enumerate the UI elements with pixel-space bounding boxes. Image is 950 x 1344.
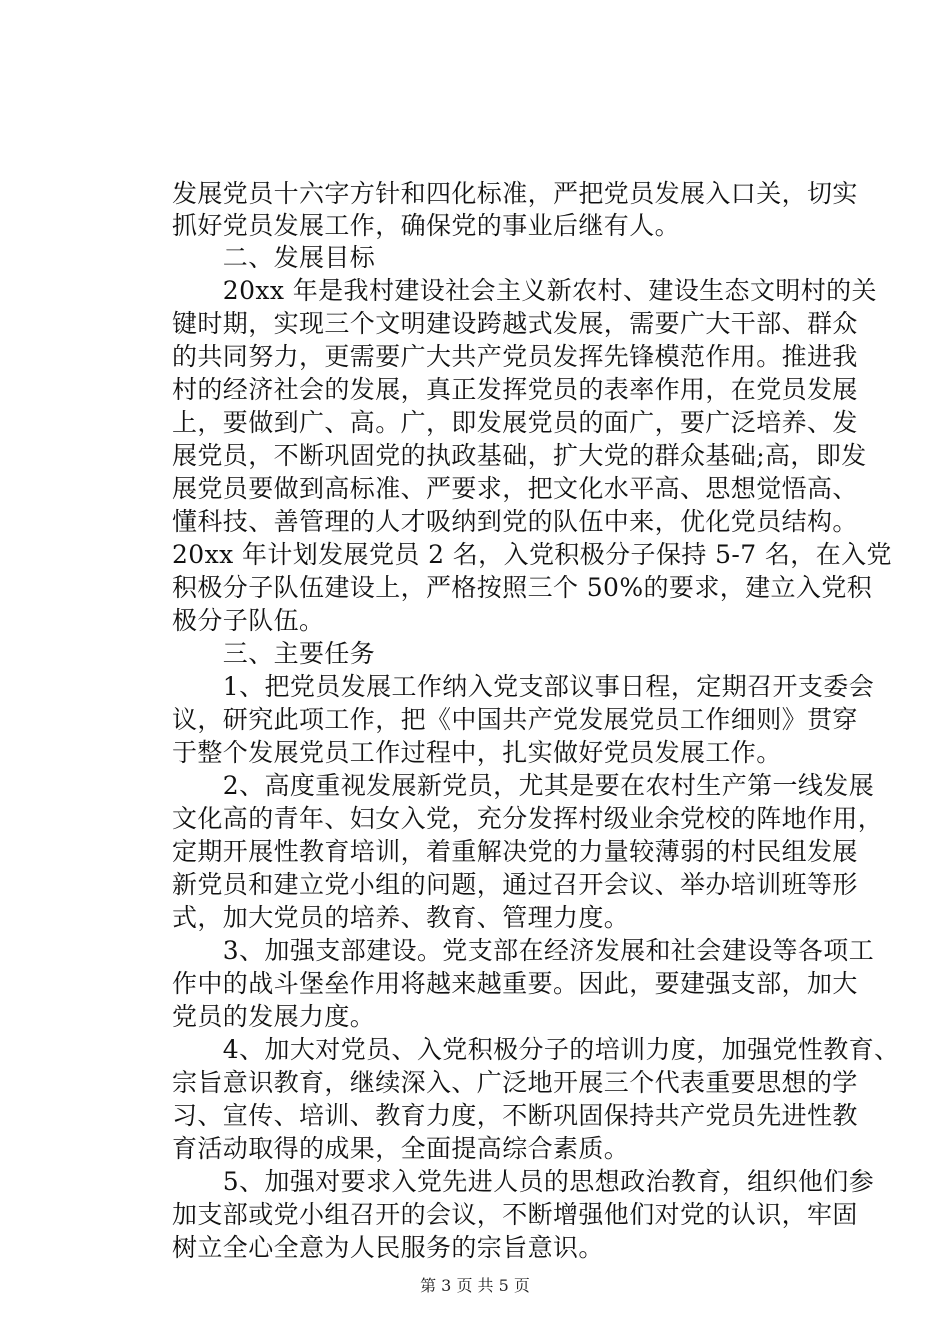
body-line: 极分子队伍。 [172, 606, 325, 635]
body-line: 键时期，实现三个文明建设跨越式发展，需要广大干部、群众 [172, 309, 858, 338]
body-line: 于整个发展党员工作过程中，扎实做好党员发展工作。 [172, 738, 782, 767]
body-line: 4、加大对党员、入党积极分子的培训力度，加强党性教育、 [172, 1035, 900, 1064]
body-line: 加支部或党小组召开的会议，不断增强他们对党的认识，牢固 [172, 1200, 858, 1229]
body-line: 习、宣传、培训、教育力度，不断巩固保持共产党员先进性教 [172, 1101, 858, 1130]
body-line: 展党员，不断巩固党的执政基础，扩大党的群众基础;高，即发 [172, 441, 867, 470]
body-line: 抓好党员发展工作，确保党的事业后继有人。 [172, 211, 681, 240]
body-line: 积极分子队伍建设上，严格按照三个 50%的要求，建立入党积 [172, 573, 873, 602]
body-line: 式，加大党员的培养、教育、管理力度。 [172, 903, 630, 932]
body-line: 的共同努力，更需要广大共产党员发挥先锋模范作用。推进我 [172, 342, 858, 371]
body-line: 新党员和建立党小组的问题，通过召开会议、举办培训班等形 [172, 870, 858, 899]
body-line: 5、加强对要求入党先进人员的思想政治教育，组织他们参 [172, 1167, 875, 1196]
body-line: 上，要做到广、高。广，即发展党员的面广，要广泛培养、发 [172, 408, 858, 437]
body-line: 育活动取得的成果，全面提高综合素质。 [172, 1134, 630, 1163]
body-line: 1、把党员发展工作纳入党支部议事日程，定期召开支委会 [172, 672, 875, 701]
page-number: 第 3 页 共 5 页 [420, 1276, 530, 1295]
body-line: 发展党员十六字方针和四化标准，严把党员发展入口关，切实 [172, 179, 858, 208]
body-line: 树立全心全意为人民服务的宗旨意识。 [172, 1233, 604, 1262]
body-line: 20xx 年计划发展党员 2 名，入党积极分子保持 5-7 名，在入党 [172, 540, 892, 569]
body-line: 村的经济社会的发展，真正发挥党员的表率作用，在党员发展 [172, 375, 858, 404]
body-line: 展党员要做到高标准、严要求，把文化水平高、思想觉悟高、 [172, 474, 858, 503]
body-line: 20xx 年是我村建设社会主义新农村、建设生态文明村的关 [172, 276, 877, 305]
body-line: 宗旨意识教育，继续深入、广泛地开展三个代表重要思想的学 [172, 1068, 858, 1097]
body-line: 3、加强支部建设。党支部在经济发展和社会建设等各项工 [172, 936, 875, 965]
body-line: 2、高度重视发展新党员，尤其是要在农村生产第一线发展 [172, 771, 875, 800]
section-heading: 三、主要任务 [172, 639, 376, 668]
body-line: 懂科技、善管理的人才吸纳到党的队伍中来，优化党员结构。 [172, 507, 858, 536]
body-line: 议，研究此项工作，把《中国共产党发展党员工作细则》贯穿 [172, 705, 858, 734]
body-line: 作中的战斗堡垒作用将越来越重要。因此，要建强支部，加大 [172, 969, 858, 998]
section-heading: 二、发展目标 [172, 243, 376, 272]
body-line: 文化高的青年、妇女入党，充分发挥村级业余党校的阵地作用， [172, 804, 884, 833]
body-line: 定期开展性教育培训，着重解决党的力量较薄弱的村民组发展 [172, 837, 858, 866]
body-line: 党员的发展力度。 [172, 1002, 376, 1031]
